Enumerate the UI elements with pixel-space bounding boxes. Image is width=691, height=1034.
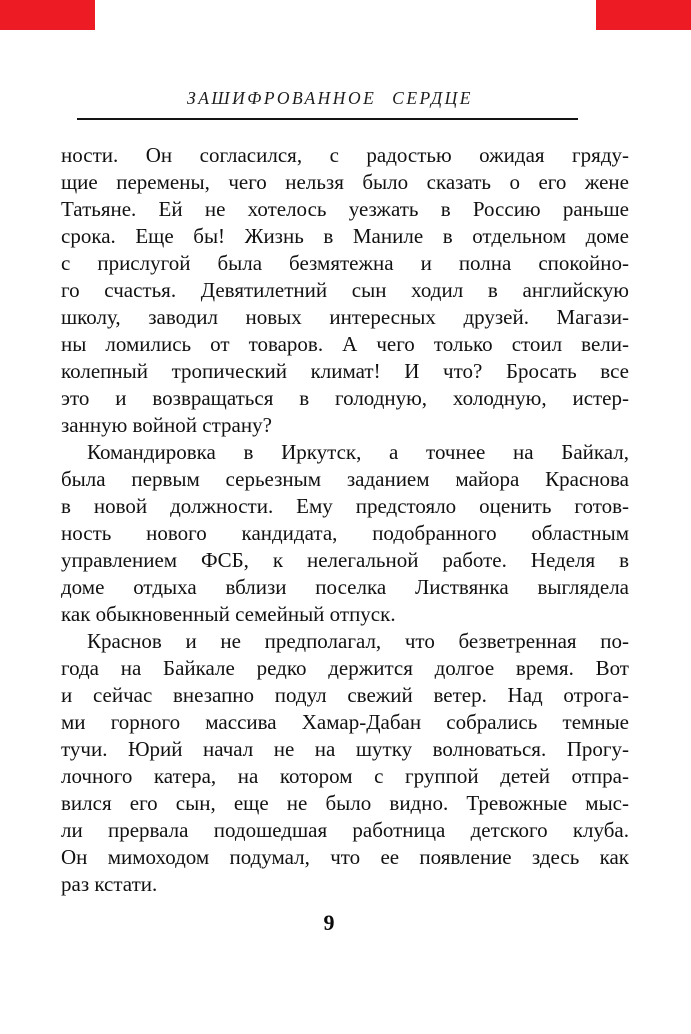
text-line: ми горного массива Хамар-Дабан собрались темные	[61, 710, 629, 734]
page-body-text	[61, 142, 629, 898]
text-line: управлением ФСБ, к нелегальной работе. Неделя в	[61, 548, 629, 572]
page-number: 9	[323, 910, 335, 935]
text-line: Краснов и не предполагал, что безветренная по-	[87, 629, 629, 653]
text-line: колепный тропический климат! И что? Бросать все	[61, 359, 629, 383]
text-line: ности. Он согласился, с радостью ожидая гряду-	[61, 143, 629, 167]
text-line: Он мимоходом подумал, что ее появление здесь как	[61, 845, 629, 869]
text-line: щие перемены, чего нельзя было сказать о его жене	[61, 170, 629, 194]
text-line: тучи. Юрий начал не на шутку волноваться. Прогу-	[61, 737, 629, 761]
header-rule	[77, 118, 578, 120]
text-line: вился его сын, еще не было видно. Тревожные мыс-	[61, 791, 629, 815]
text-line: и сейчас внезапно подул свежий ветер. Над отрога-	[61, 683, 629, 707]
text-line: как обыкновенный семейный отпуск.	[61, 602, 396, 626]
text-line: с прислугой была безмятежна и полна спокойно-	[61, 251, 629, 275]
text-line: ли прервала подошедшая работница детского клуба.	[61, 818, 629, 842]
text-line: го счастья. Девятилетний сын ходил в английскую	[61, 278, 629, 302]
text-line: занную войной страну?	[61, 413, 272, 437]
text-line: Командировка в Иркутск, а точнее на Байкал,	[87, 440, 629, 464]
text-line: года на Байкале редко держится долгое время. Вот	[61, 656, 629, 680]
running-header-title: ЗАШИФРОВАННОЕ СЕРДЦЕ	[187, 88, 473, 108]
text-line: школу, заводил новых интересных друзей. Магази-	[61, 305, 629, 329]
text-line: Татьяне. Ей не хотелось уезжать в Россию раньше	[61, 197, 629, 221]
text-line: ны ломились от товаров. А чего только стоил вели-	[61, 332, 629, 356]
text-line: ность нового кандидата, подобранного областным	[61, 521, 629, 545]
text-line: лочного катера, на котором с группой детей отпра-	[61, 764, 629, 788]
text-line: это и возвращаться в голодную, холодную, истер-	[61, 386, 629, 410]
text-line: раз кстати.	[61, 872, 158, 896]
red-corner-marker-left	[0, 0, 95, 30]
red-corner-marker-right	[596, 0, 691, 30]
text-line: доме отдыха вблизи поселка Листвянка выглядела	[61, 575, 629, 599]
text-line: в новой должности. Ему предстояло оценить готов-	[61, 494, 629, 518]
text-line: была первым серьезным заданием майора Краснова	[61, 467, 629, 491]
text-line: срока. Еще бы! Жизнь в Маниле в отдельном доме	[61, 224, 629, 248]
